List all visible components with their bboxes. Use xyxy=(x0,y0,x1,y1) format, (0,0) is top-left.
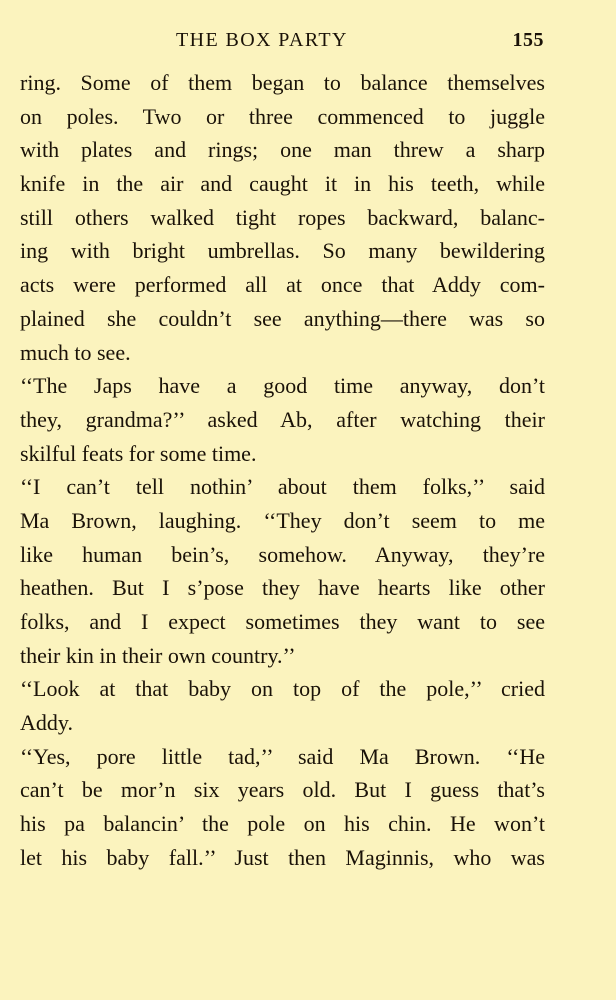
text-line: skilful feats for some time. xyxy=(20,440,257,466)
text-line: on poles. Two or three commenced to juggle xyxy=(20,103,545,129)
text-line: ing with bright umbrellas. So many bewildering xyxy=(20,238,545,264)
page-number: 155 xyxy=(512,29,544,51)
running-head xyxy=(0,29,616,57)
text-line: with plates and rings; one man threw a sharp xyxy=(20,137,545,163)
text-line: they, grandma?’’ asked Ab, after watching their xyxy=(20,406,545,432)
text-line: let his baby fall.’’ Just then Maginnis, who was xyxy=(20,844,545,870)
text-line: his pa balancin’ the pole on his chin. He won’t xyxy=(20,811,545,837)
text-line: folks, and I expect sometimes they want to see xyxy=(20,609,545,634)
text-line: like human bein’s, somehow. Anyway, they’re xyxy=(20,541,545,567)
text-line: Ma Brown, laughing. ‘‘They don’t seem to me xyxy=(20,507,545,533)
text-line: Addy. xyxy=(20,710,73,736)
running-title: THE BOX PARTY xyxy=(176,29,348,51)
text-line: can’t be mor’n six years old. But I guess that’s xyxy=(20,777,545,803)
text-line: heathen. But I s’pose they have hearts like other xyxy=(20,575,545,601)
text-line: their kin in their own country.’’ xyxy=(20,642,296,668)
text-line: ‘‘Look at that baby on top of the pole,’’ cried xyxy=(20,676,545,702)
text-line: much to see. xyxy=(20,339,131,365)
text-line: ‘‘I can’t tell nothin’ about them folks,’’ said xyxy=(20,474,545,500)
text-line: acts were performed all at once that Addy com- xyxy=(20,272,545,298)
text-line: plained she couldn’t see anything—there was so xyxy=(20,305,545,331)
text-line: ring. Some of them began to balance themselves xyxy=(20,70,545,95)
body-text xyxy=(20,66,545,875)
text-line: ‘‘Yes, pore little tad,’’ said Ma Brown. ‘‘He xyxy=(20,743,545,769)
text-line: still others walked tight ropes backward, balanc- xyxy=(20,204,545,230)
text-line: knife in the air and caught it in his teeth, while xyxy=(20,171,545,197)
text-line: ‘‘The Japs have a good time anyway, don’t xyxy=(20,373,545,399)
